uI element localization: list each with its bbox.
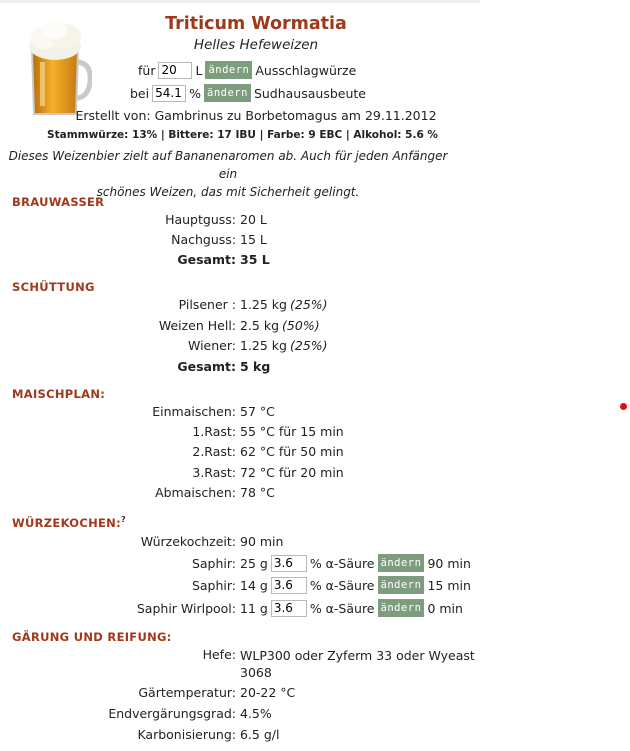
section-gaerung: GÄRUNG UND REIFUNG:: [12, 630, 172, 644]
brauwasser-row: [0, 212, 267, 227]
efficiency-prefix: bei: [130, 85, 150, 101]
top-divider: [0, 0, 480, 3]
alpha-suffix: % α-Säure: [309, 555, 375, 571]
mash-row: [0, 424, 344, 439]
hop-time: 90 min: [427, 555, 471, 571]
row-label: Hauptguss:: [165, 212, 236, 227]
row-label: Abmaischen:: [155, 485, 236, 500]
hop-time: 0 min: [427, 600, 463, 616]
row-label: Endvergärungsgrad:: [108, 706, 236, 721]
alpha-change-button[interactable]: ändern: [378, 554, 425, 572]
row-value: 15 L: [240, 232, 267, 247]
section-maischplan: MAISCHPLAN:: [12, 387, 106, 401]
row-value: 55 °C für 15 min: [240, 424, 344, 439]
mash-row: [0, 444, 344, 459]
yeast-line: WLP300 oder Zyferm 33 oder Wyeast: [240, 648, 475, 663]
malt-percent: (50%): [282, 318, 320, 333]
row-label: Wiener:: [188, 338, 236, 353]
volume-unit: L: [195, 62, 203, 78]
hop-time: 15 min: [427, 577, 471, 593]
description-line: schönes Weizen, das mit Sicherheit gelingt.: [96, 185, 360, 199]
hop-name: Saphir Wirlpool:: [136, 600, 236, 616]
malt-amount: 1.25 kg: [240, 338, 287, 353]
hop-name: Saphir:: [191, 555, 236, 571]
alpha-change-button[interactable]: ändern: [378, 599, 425, 617]
row-label: 1.Rast:: [192, 424, 236, 439]
hop-row: [0, 599, 463, 617]
volume-suffix: Ausschlagwürze: [255, 62, 357, 78]
volume-prefix: für: [138, 62, 156, 78]
row-value: 4.5%: [240, 706, 272, 721]
brauwasser-row: [0, 232, 267, 247]
row-label: 3.Rast:: [192, 465, 236, 480]
malt-percent: (25%): [289, 338, 328, 353]
row-label: Gärtemperatur:: [138, 685, 236, 700]
alpha-suffix: % α-Säure: [309, 600, 375, 616]
row-value: 57 °C: [240, 404, 275, 419]
row-label: Gesamt:: [177, 359, 236, 374]
recipe-stats: Stammwürze: 13% | Bittere: 17 IBU | Farbe: 9 EBC | Alkohol: 5.6 %: [47, 129, 438, 141]
alpha-change-button[interactable]: ändern: [378, 576, 425, 594]
row-label: Hefe:: [202, 647, 236, 662]
alpha-input[interactable]: [271, 577, 307, 594]
red-dot-marker: [620, 403, 627, 410]
section-heading: WÜRZEKOCHEN:: [12, 515, 121, 530]
yeast-row: [0, 647, 475, 681]
created-by: Erstellt von: Gambrinus zu Borbetomagus am 29.11.2012: [75, 108, 437, 123]
row-label: 2.Rast:: [192, 444, 236, 459]
malt-amount: 1.25 kg: [240, 297, 287, 312]
row-label: Einmaischen:: [152, 404, 236, 419]
hop-name: Saphir:: [191, 577, 236, 593]
help-link[interactable]: ?: [121, 515, 126, 524]
fermentation-row: [0, 727, 279, 742]
row-value: 62 °C für 50 min: [240, 444, 344, 459]
malt-total-row: [0, 359, 270, 374]
fermentation-row: [0, 685, 295, 700]
row-label: Würzekochzeit:: [140, 534, 236, 549]
volume-change-button[interactable]: ändern: [205, 61, 252, 79]
hop-amount: 14 g: [240, 577, 268, 593]
alpha-suffix: % α-Säure: [309, 577, 375, 593]
efficiency-suffix: Sudhausausbeute: [253, 85, 366, 101]
row-value: 90 min: [240, 534, 284, 549]
alpha-input[interactable]: [271, 555, 307, 572]
malt-row: [0, 318, 320, 333]
hop-amount: 11 g: [240, 600, 268, 616]
boil-time-row: [0, 534, 283, 549]
row-value: 6.5 g/l: [240, 727, 280, 742]
hop-row: [0, 554, 471, 572]
recipe-style: Helles Hefeweizen: [193, 37, 319, 53]
hop-row: [0, 576, 471, 594]
row-label: Karbonisierung:: [137, 727, 236, 742]
fermentation-row: [0, 706, 272, 721]
row-label: Weizen Hell:: [158, 318, 236, 333]
row-value: 78 °C: [240, 485, 275, 500]
alpha-input[interactable]: [271, 600, 307, 617]
section-schuettung: SCHÜTTUNG: [12, 280, 95, 294]
section-wuerzekochen: [12, 515, 126, 530]
efficiency-change-button[interactable]: ändern: [204, 84, 251, 102]
description-line: Dieses Weizenbier zielt auf Bananenaromen ab. Auch für jeden Anfänger ein: [8, 149, 448, 181]
hop-amount: 25 g: [240, 555, 268, 571]
row-value: 20 L: [240, 212, 267, 227]
yeast-line: 3068: [240, 665, 272, 680]
row-value: 5 kg: [240, 359, 271, 374]
malt-row: [0, 338, 328, 353]
row-value: 35 L: [240, 252, 270, 267]
recipe-description: [0, 147, 456, 201]
row-label: Pilsener :: [178, 297, 236, 312]
malt-row: [0, 297, 328, 312]
row-label: Gesamt:: [177, 252, 236, 267]
brauwasser-total-row: [0, 252, 270, 267]
mash-row: [0, 465, 344, 480]
row-label: Nachguss:: [171, 232, 236, 247]
mash-row: [0, 404, 275, 419]
recipe-title: Triticum Wormatia: [165, 14, 347, 34]
mash-row: [0, 485, 275, 500]
efficiency-input[interactable]: [152, 85, 186, 102]
row-value: 20-22 °C: [240, 685, 296, 700]
efficiency-unit: %: [189, 85, 201, 101]
volume-control: [138, 61, 356, 79]
row-value: 72 °C für 20 min: [240, 465, 344, 480]
malt-amount: 2.5 kg: [240, 318, 280, 333]
malt-percent: (25%): [289, 297, 328, 312]
efficiency-control: [130, 84, 366, 102]
volume-input[interactable]: [158, 62, 192, 79]
section-brauwasser: BRAUWASSER: [12, 195, 105, 209]
